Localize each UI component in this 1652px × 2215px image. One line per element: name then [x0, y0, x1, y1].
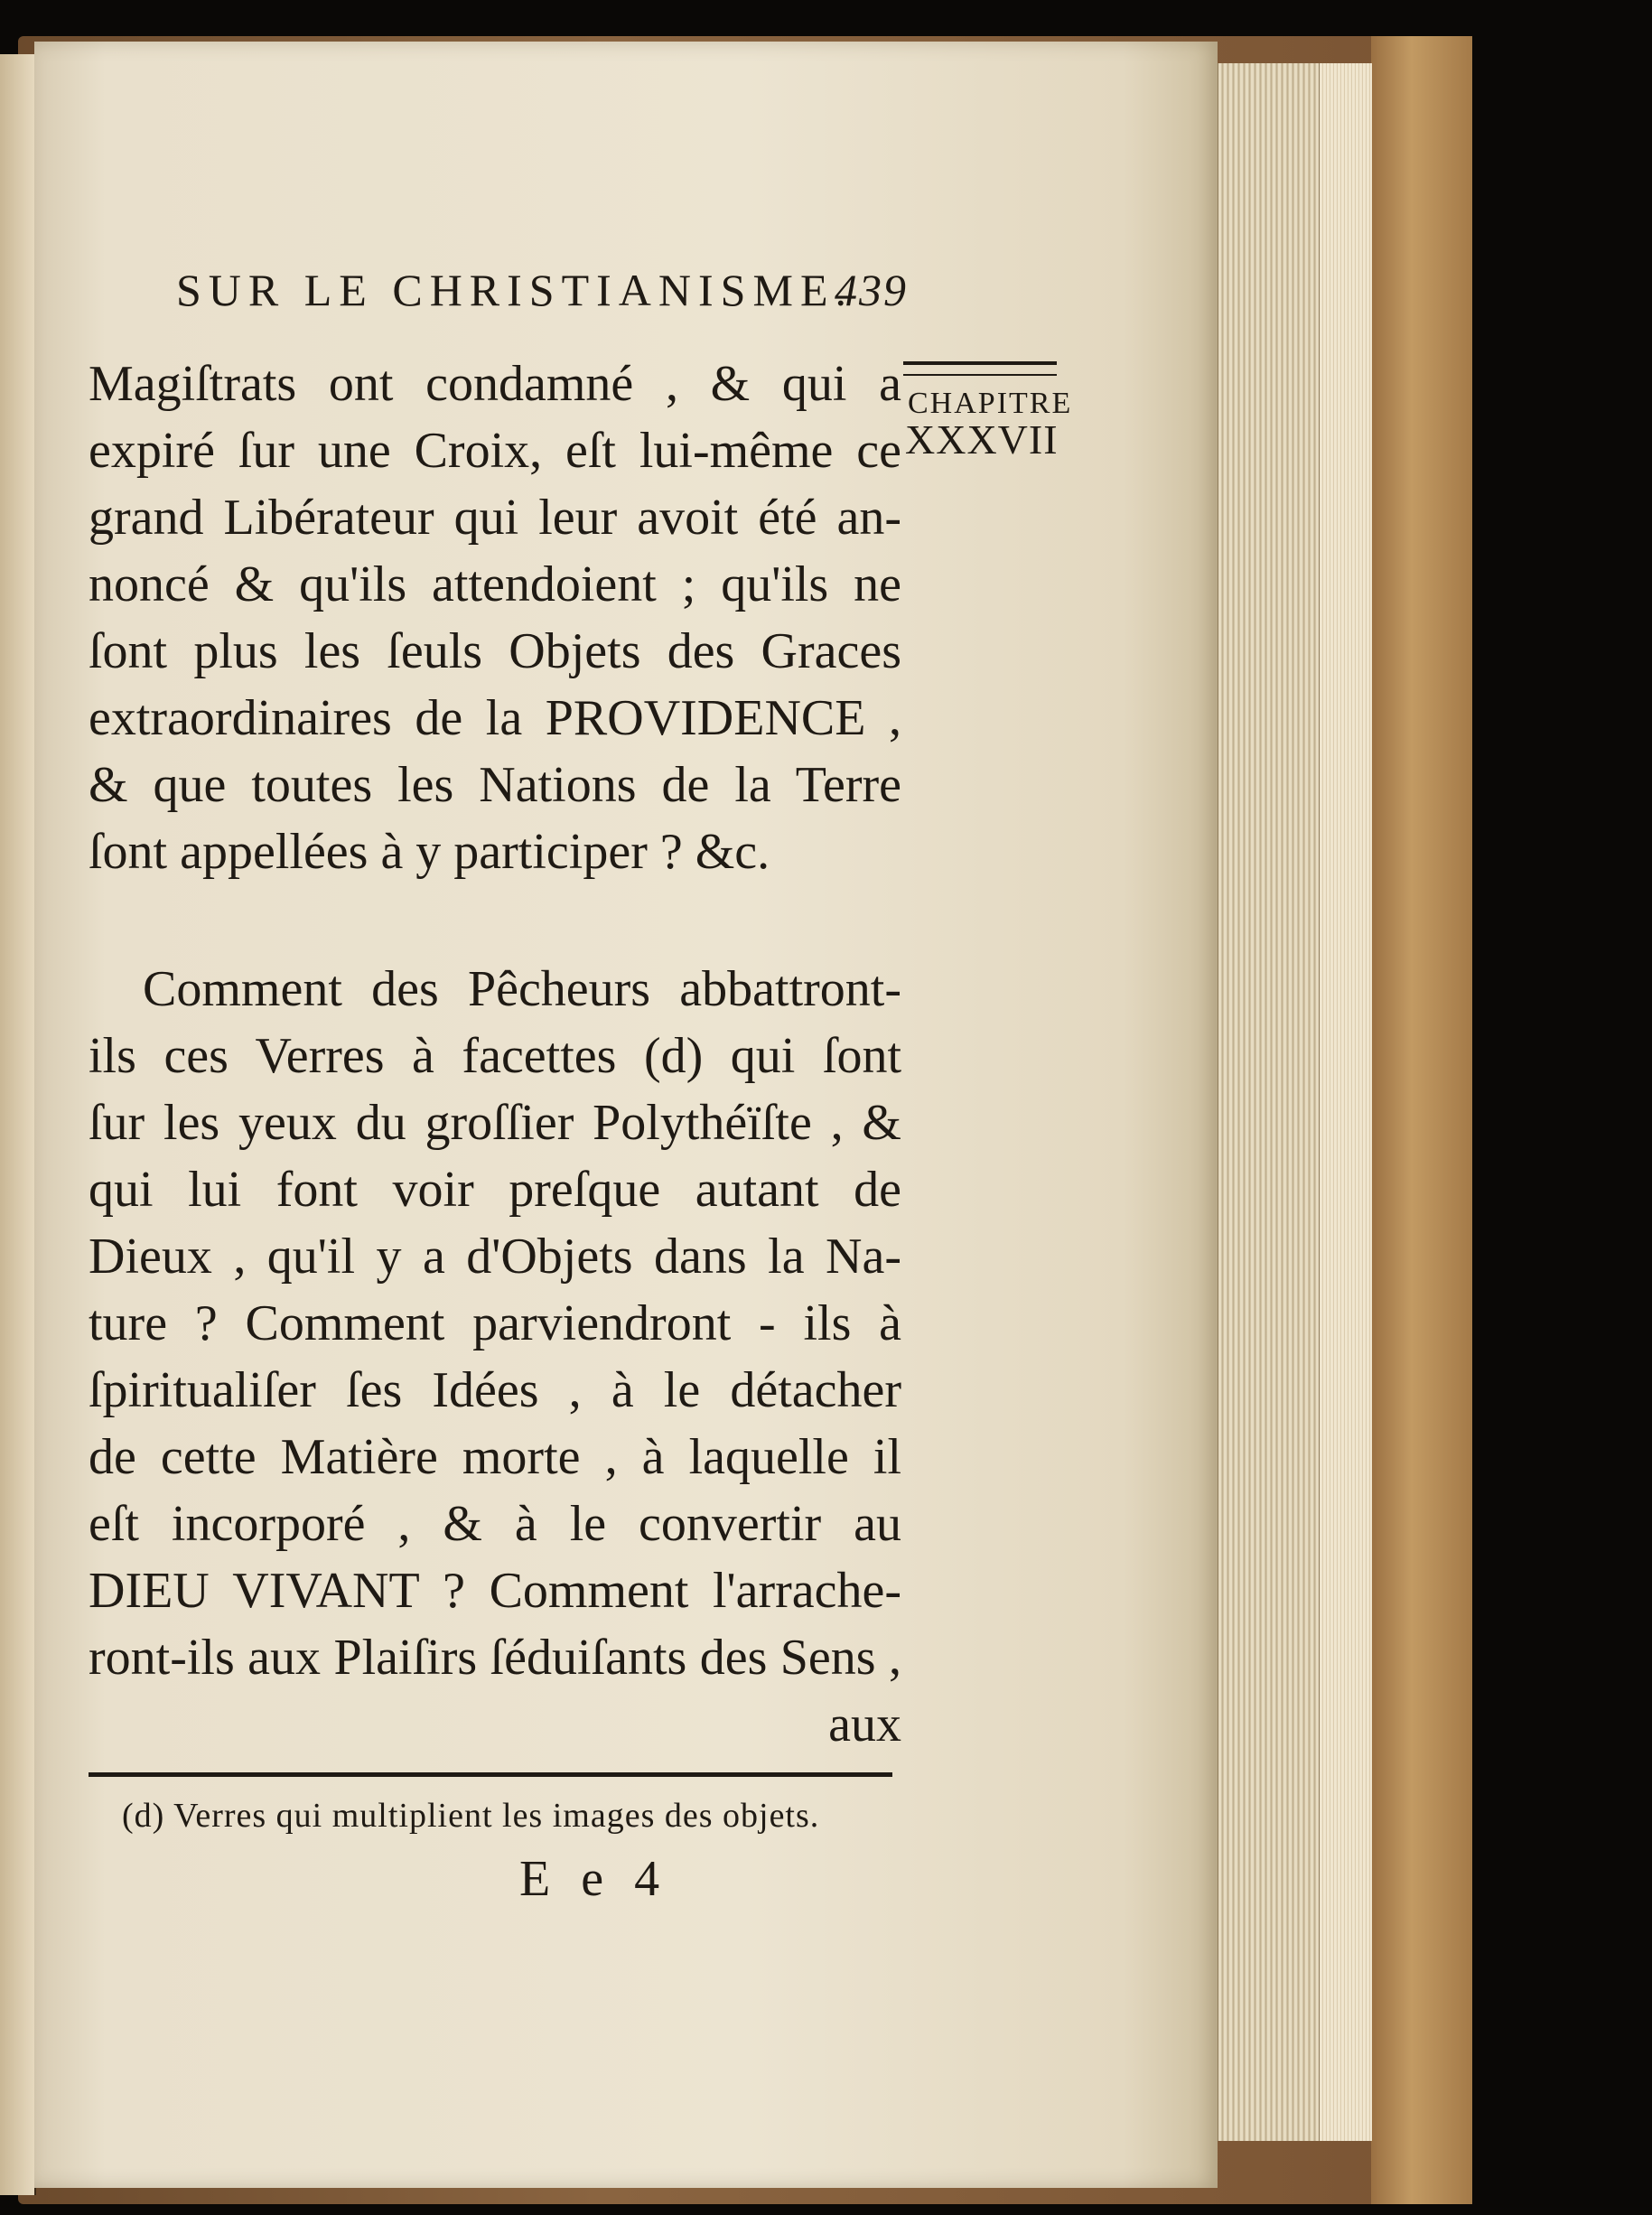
margin-chapter-number: XXXVII	[905, 416, 1059, 463]
text-line: extraordinaires de la PROVIDENCE ,	[89, 690, 901, 746]
text-line: ſur les yeux du groſſier Polythéïſte , &	[89, 1095, 901, 1151]
catchword: aux	[828, 1696, 901, 1752]
signature-mark: E e 4	[519, 1851, 669, 1907]
text-line: DIEU VIVANT ? Comment l'arrache-	[89, 1563, 901, 1619]
page-number: 439	[835, 265, 908, 315]
text-line: expiré ſur une Croix, eſt lui-même ce	[89, 423, 901, 479]
text-line: Dieux , qu'il y a d'Objets dans la Na-	[89, 1229, 901, 1285]
text-line: Comment des Pêcheurs abbattront-	[143, 961, 901, 1017]
margin-rule	[903, 361, 1057, 376]
text-line: ils ces Verres à facettes (d) qui ſont	[89, 1028, 901, 1084]
text-line: ſont appellées à y participer ? &c.	[89, 824, 770, 880]
text-line: noncé & qu'ils attendoient ; qu'ils ne	[89, 556, 901, 612]
margin-chapter-label: CHAPITRE	[908, 387, 1073, 420]
text-line: ſpiritualiſer ſes Idées , à le détacher	[89, 1362, 901, 1418]
text-line: grand Libérateur qui leur avoit été an-	[89, 490, 901, 546]
page-edges-inner	[1319, 63, 1372, 2141]
text-line: eſt incorporé , & à le convertir au	[89, 1496, 901, 1552]
text-line: ture ? Comment parviendront - ils à	[89, 1295, 901, 1351]
footnote: (d) Verres qui multiplient les images des objets.	[122, 1797, 820, 1835]
running-head-title: SUR LE CHRISTIANISME.	[176, 265, 854, 315]
footnote-rule	[89, 1772, 892, 1777]
facing-page-edge	[0, 54, 36, 2195]
back-board	[1371, 36, 1472, 2204]
text-line: ront-ils aux Plaiſirs ſéduiſants des Sens ,	[89, 1630, 901, 1686]
text-line: qui lui font voir preſque autant de	[89, 1162, 901, 1218]
running-head	[176, 264, 917, 316]
text-line: Magiſtrats ont condamné , & qui a	[89, 356, 901, 412]
text-line: ſont plus les ſeuls Objets des Graces	[89, 623, 901, 679]
text-line: de cette Matière morte , à laquelle il	[89, 1429, 901, 1485]
text-line: & que toutes les Nations de la Terre	[89, 757, 901, 813]
